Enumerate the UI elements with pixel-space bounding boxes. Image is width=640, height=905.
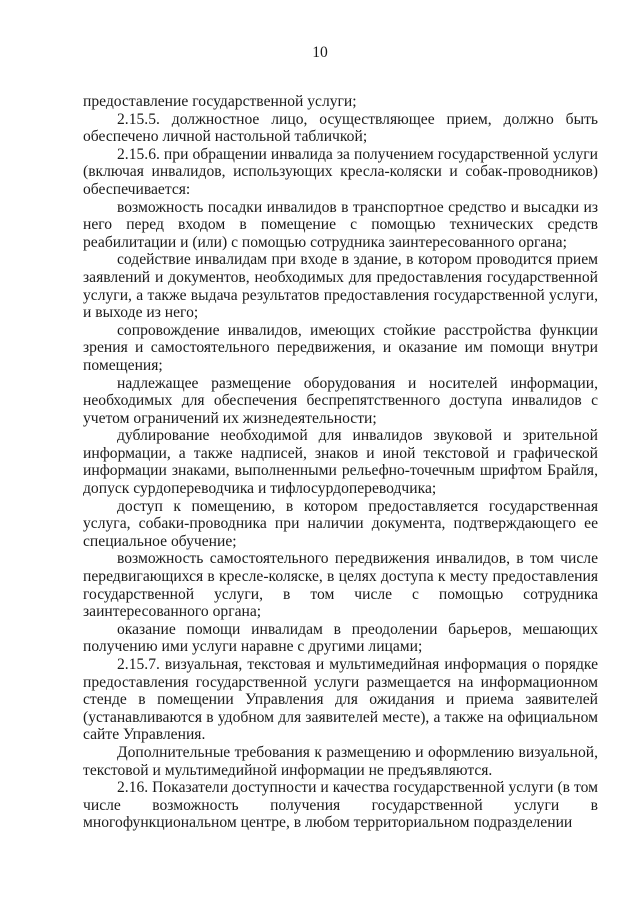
- page-number: 10: [312, 44, 328, 61]
- paragraph-building-entry: содействие инвалидам при входе в здание, в котором проводится прием заявлений и документов, необходимых для предоставления государственной услуги, а также выдача результатов предоставления государственной услуги, и выходе из него;: [83, 251, 598, 322]
- paragraph-2-15-5: 2.15.5. должностное лицо, осуществляющее прием, должно быть обеспечено личной настольной табличкой;: [83, 110, 598, 146]
- paragraph-boarding-assistance: возможность посадки инвалидов в транспортное средство и высадки из него перед входом в помещение с помощью технических средств реабилитации и (или) с помощью сотрудника заинтересованного органа;: [83, 198, 598, 251]
- document-body: [83, 93, 598, 832]
- paragraph-2-15-7: 2.15.7. визуальная, текстовая и мультимедийная информация о порядке предоставления государственной услуги размещается на информационном стенде в помещении Управления для ожидания и приема заявителей (устанавливаются в удобном для заявителей месте), а также на официальном сайте Управления.: [83, 656, 598, 744]
- paragraph-equipment-placement: надлежащее размещение оборудования и носителей информации, необходимых для обеспечения беспрепятственного доступа инвалидов с учетом ограничений их жизнедеятельности;: [83, 374, 598, 427]
- paragraph-2-15-6: 2.15.6. при обращении инвалида за получением государственной услуги (включая инвалидов, использующих кресла-коляски и собак-проводников) обеспечивается:: [83, 145, 598, 198]
- paragraph-braille-duplication: дублирование необходимой для инвалидов звуковой и зрительной информации, а также надписей, знаков и иной текстовой и графической информации знаками, выполненными рельефно-точечным шрифтом Брайля, допуск сурдопереводчика и тифлосурдопереводчика;: [83, 427, 598, 498]
- paragraph-2-16: 2.16. Показатели доступности и качества государственной услуги (в том числе возможность получения государственной услуги в многофункциональном центре, в любом территориальном подразделении: [83, 779, 598, 832]
- paragraph-escort: сопровождение инвалидов, имеющих стойкие расстройства функции зрения и самостоятельного передвижения, и оказание им помощи внутри помещения;: [83, 321, 598, 374]
- paragraph-guide-dog-access: доступ к помещению, в котором предоставляется государственная услуга, собаки-проводника при наличии документа, подтверждающего ее специальное обучение;: [83, 497, 598, 550]
- paragraph-additional-requirements: Дополнительные требования к размещению и оформлению визуальной, текстовой и мультимедийной информации не предъявляются.: [83, 743, 598, 779]
- paragraph-continuation: предоставление государственной услуги;: [83, 93, 357, 110]
- paragraph-independent-movement: возможность самостоятельного передвижения инвалидов, в том числе передвигающихся в кресле-коляске, в целях доступа к месту предоставления государственной услуги, в том числе с помощью сотрудника заинтересованного органа;: [83, 550, 598, 621]
- paragraph-barrier-help: оказание помощи инвалидам в преодолении барьеров, мешающих получению ими услуги наравне с другими лицами;: [83, 620, 598, 656]
